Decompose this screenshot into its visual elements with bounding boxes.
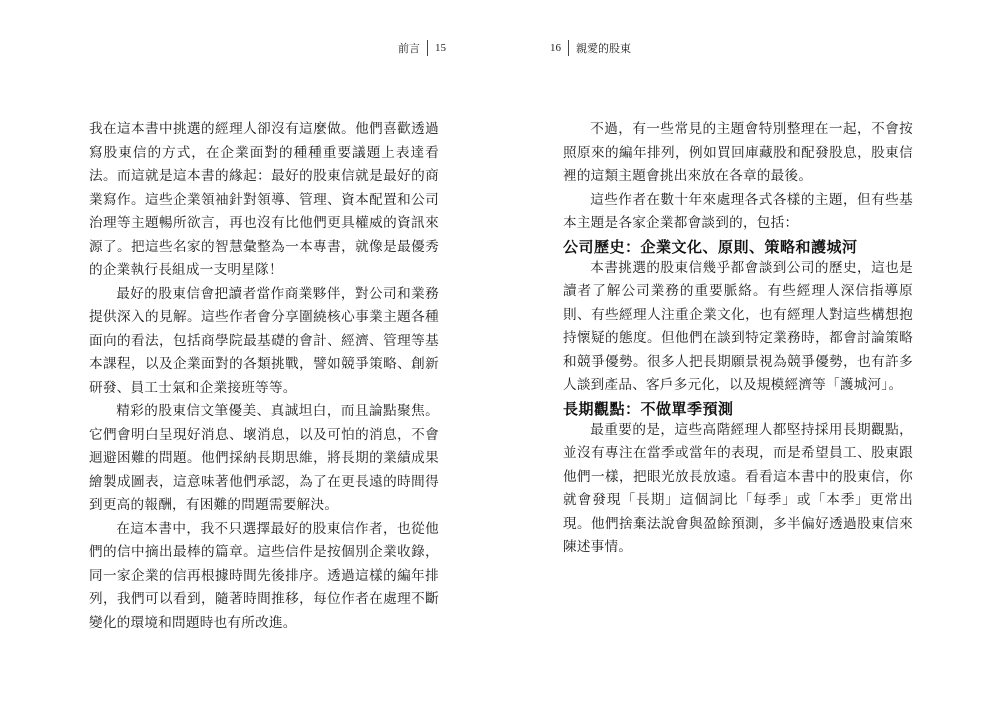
running-head-title: 親愛的股東 bbox=[576, 42, 631, 55]
body-paragraph: 我在這本書中挑選的經理人卻沒有這麼做。他們喜歡透過寫股東信的方式，在企業面對的種種重要議題上表達看法。而這就是這本書的緣起：最好的股東信就是最好的商業寫作。這些企業領袖針對領導、管理、資本配置和公司治理等主題暢所欲言，再也沒有比他們更具權威的資訊來源了。把這些名家的智慧彙整為一本專書，就像是最優秀的企業執行長組成一支明星隊！ bbox=[89, 121, 439, 278]
page-number: 15 bbox=[435, 42, 446, 54]
body-paragraph: 不過，有一些常見的主題會特別整理在一起，不會按照原來的編年排列，例如買回庫藏股和配發股息，股東信裡的這類主題會挑出來放在各章的最後。 bbox=[563, 121, 913, 184]
body-paragraph: 最好的股東信會把讀者當作商業夥伴，對公司和業務提供深入的見解。這些作者會分享圍繞核心事業主題各種面向的看法，包括商學院最基礎的會計、經濟、管理等基本課程，以及企業面對的各類挑戰，譬如競爭策略、創新研發、員工士氣和企業接班等等。 bbox=[89, 285, 439, 396]
running-head-right bbox=[550, 38, 631, 58]
section-heading-long-term-view: 長期觀點：不做單季預測 bbox=[563, 399, 734, 418]
body-paragraph: 這些作者在數十年來處理各式各樣的主題，但有些基本主題是各家企業都會談到的，包括： bbox=[563, 191, 913, 231]
running-head-divider bbox=[427, 40, 428, 56]
left-body-text bbox=[89, 118, 439, 635]
running-head-divider bbox=[568, 40, 569, 56]
body-paragraph: 最重要的是，這些高階經理人都堅持採用長期觀點，並沒有專注在當季或當年的表現，而是希望員工、股東跟他們一樣，把眼光放長放遠。看看這本書中的股東信，你就會發現「長期」這個詞比「每季」或「本季」更常出現。他們捨棄法說會與盈餘預測，多半偏好透過股東信來陳述事情。 bbox=[563, 421, 913, 555]
section-heading-company-history: 公司歷史：企業文化、原則、策略和護城河 bbox=[563, 237, 858, 256]
page-number: 16 bbox=[550, 42, 561, 54]
body-paragraph: 本書挑選的股東信幾乎都會談到公司的歷史，這也是讀者了解公司業務的重要脈絡。有些經理人深信指導原則、有些經理人注重企業文化，也有經理人對這些構想抱持懷疑的態度。但他們在談到特定業務時，都會討論策略和競爭優勢。很多人把長期願景視為競爭優勢，也有許多人談到產品、客戶多元化，以及規模經濟等「護城河」。 bbox=[563, 259, 913, 393]
running-head-left bbox=[398, 38, 446, 58]
body-paragraph: 精彩的股東信文筆優美、真誠坦白，而且論點聚焦。它們會明白呈現好消息、壞消息，以及可怕的消息，不會迴避困難的問題。他們採納長期思維，將長期的業績成果繪製成圖表，這意味著他們承認，為了在更長遠的時間得到更高的報酬，有困難的問題需要解決。 bbox=[89, 403, 439, 513]
right-body-text bbox=[563, 118, 913, 560]
body-paragraph: 在這本書中，我不只選擇最好的股東信作者，也從他們的信中摘出最棒的篇章。這些信件是按個別企業收錄，同一家企業的信再根據時間先後排序。透過這樣的編年排列，我們可以看到，隨著時間推移，每位作者在處理不斷變化的環境和問題時也有所改進。 bbox=[89, 520, 439, 631]
right-page bbox=[500, 0, 1000, 707]
running-head-title: 前言 bbox=[398, 42, 420, 55]
